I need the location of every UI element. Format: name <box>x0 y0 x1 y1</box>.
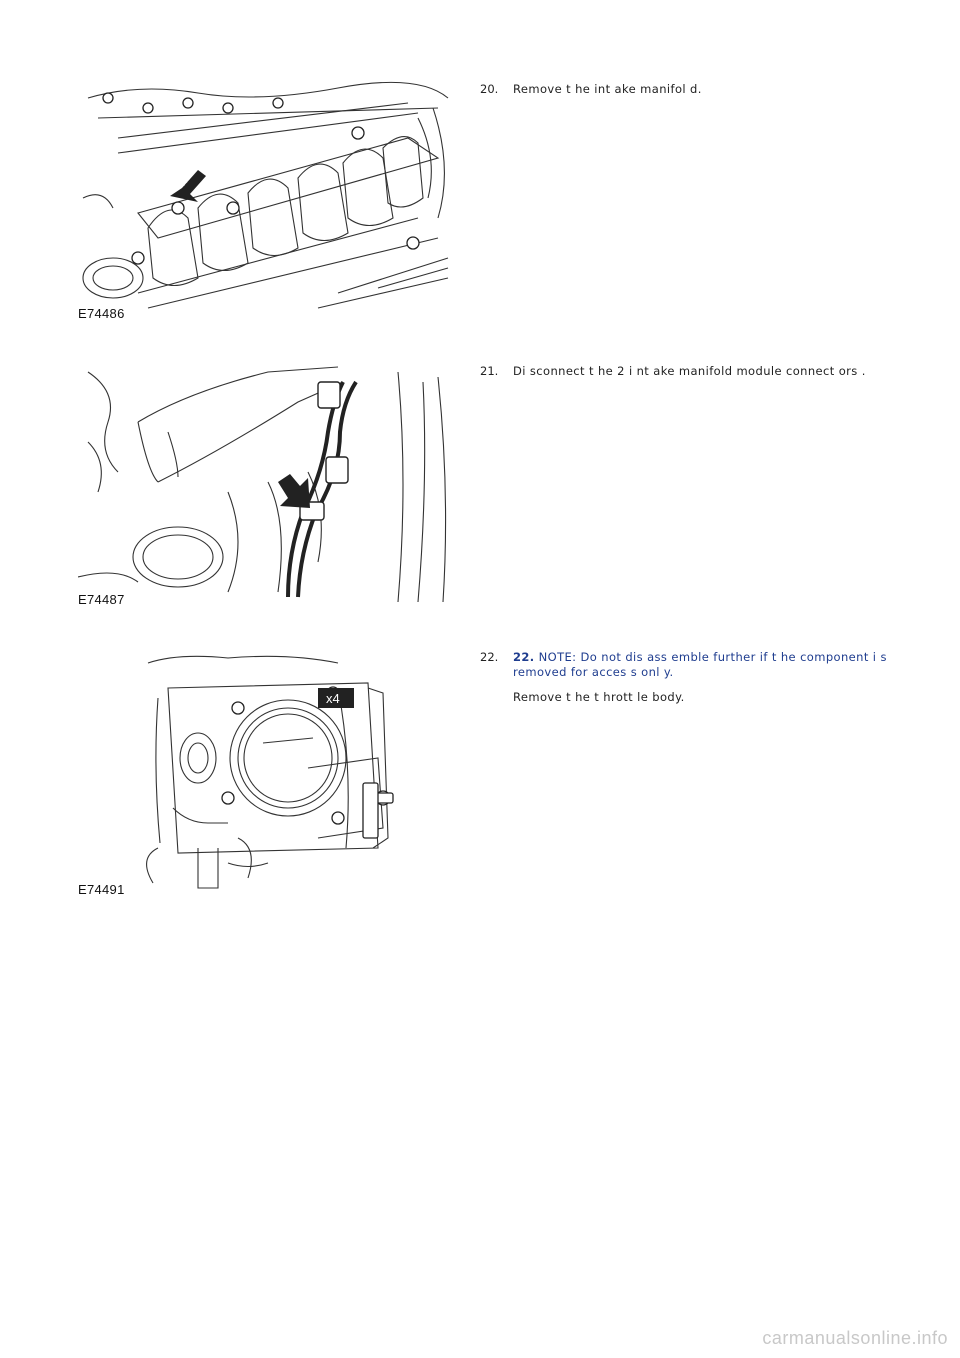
figure-label: E74491 <box>78 882 125 897</box>
svg-text:x7: x7 <box>177 171 194 188</box>
throttle-body-figure <box>78 648 458 898</box>
step-text: Remove t he int ake manifol d. <box>513 82 702 96</box>
callout-badge <box>318 688 354 708</box>
intake-manifold-illustration <box>78 78 458 323</box>
throttle-body-illustration <box>78 648 458 898</box>
note-text <box>513 650 893 680</box>
step-text: Di sconnect t he 2 i nt ake manifold module connect ors . <box>513 364 866 378</box>
step-number: 20. <box>480 82 499 96</box>
watermark: carmanualsonline.info <box>762 1328 948 1348</box>
svg-text:x4: x4 <box>326 691 340 706</box>
note-reference-link[interactable]: 22. <box>513 650 535 664</box>
figure-label: E74487 <box>78 592 125 607</box>
connector-figure <box>78 362 458 607</box>
step-text: Remove t he t hrott le body. <box>513 690 685 704</box>
connector-illustration <box>78 362 458 607</box>
step-number: 21. <box>480 364 499 378</box>
callout-arrow <box>170 170 206 202</box>
callout-arrow <box>278 474 310 508</box>
figure-label: E74486 <box>78 306 125 321</box>
step-number: 22. <box>480 650 499 664</box>
note-body: NOTE: Do not dis ass emble further if t he component i s removed for acces s onl y. <box>513 650 887 679</box>
intake-manifold-figure <box>78 78 458 323</box>
step-text-block <box>513 650 893 705</box>
